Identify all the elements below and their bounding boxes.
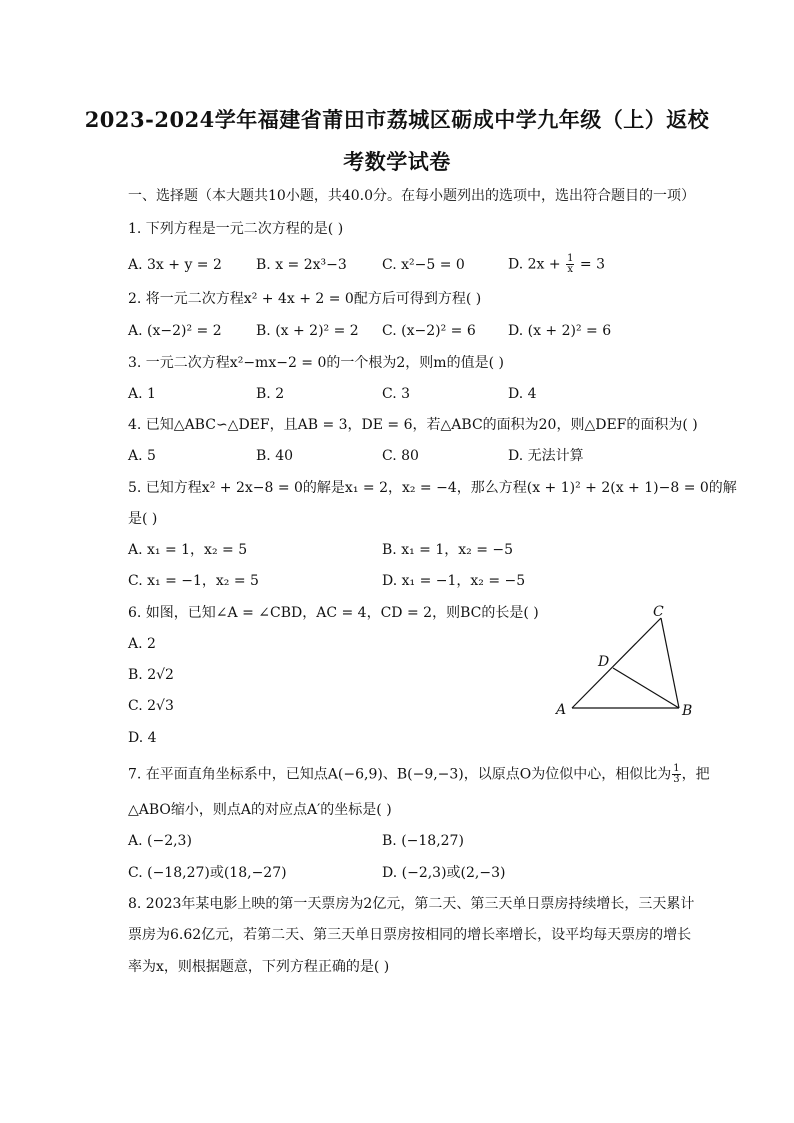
page-title-line1: 2023-2024学年福建省莆田市荔城区砺成中学九年级（上）返校 <box>84 107 710 132</box>
q7-option-a: A. (−2,3) <box>128 833 192 849</box>
label-b: B <box>682 703 693 719</box>
q3-stem: 3. 一元二次方程x²−mx−2 = 0的一个根为2，则m的值是( ) <box>128 355 504 371</box>
q7-stem-suffix: ，把 <box>681 766 710 783</box>
q6-triangle-figure <box>550 600 700 725</box>
q3-option-c: C. 3 <box>382 386 411 402</box>
label-a: A <box>556 702 567 718</box>
q1-option-d-prefix: D. 2x + <box>508 256 561 273</box>
q7-option-c: C. (−18,27)或(18,−27) <box>128 865 287 881</box>
q2-option-a: A. (x−2)² = 2 <box>128 323 222 339</box>
q3-option-b: B. 2 <box>256 386 285 402</box>
q7-stem-line2: △ABO缩小，则点A的对应点A′的坐标是( ) <box>128 802 392 818</box>
q1-option-c: C. x²−5 = 0 <box>382 257 465 273</box>
segment-db <box>613 668 679 708</box>
q7-ratio-fraction <box>672 764 680 785</box>
q2-stem: 2. 将一元二次方程x² + 4x + 2 = 0配方后可得到方程( ) <box>128 291 482 307</box>
q1-option-b: B. x = 2x³−3 <box>256 257 347 273</box>
q4-option-d: D. 无法计算 <box>508 448 584 464</box>
q6-option-a: A. 2 <box>128 636 156 652</box>
q5-option-a: A. x₁ = 1，x₂ = 5 <box>128 542 248 558</box>
q1-option-a: A. 3x + y = 2 <box>128 257 222 273</box>
q5-stem-line2: 是( ) <box>128 511 158 527</box>
q4-stem: 4. 已知△ABC∽△DEF，且AB = 3，DE = 6，若△ABC的面积为20，则△DEF的面积为( ) <box>128 417 698 433</box>
q1-option-d-suffix: = 3 <box>579 256 605 273</box>
q7-stem-line1 <box>128 764 710 785</box>
fraction-numerator: 1 <box>673 763 680 774</box>
segment-ac <box>572 618 661 708</box>
q8-stem-line1: 8. 2023年某电影上映的第一天票房为2亿元，第二天、第三天单日票房持续增长，三天累计 <box>128 896 695 912</box>
q5-option-b: B. x₁ = 1，x₂ = −5 <box>382 542 514 558</box>
q5-option-d: D. x₁ = −1，x₂ = −5 <box>382 573 526 589</box>
q4-option-a: A. 5 <box>128 448 156 464</box>
segment-cb <box>661 618 679 708</box>
q7-option-b: B. (−18,27) <box>382 833 464 849</box>
fraction-denominator: x <box>567 264 574 275</box>
q6-option-d: D. 4 <box>128 730 157 746</box>
q1-stem: 1. 下列方程是一元二次方程的是( ) <box>128 221 344 237</box>
q2-option-b: B. (x + 2)² = 2 <box>256 323 359 339</box>
label-d: D <box>598 654 610 670</box>
q5-stem-line1: 5. 已知方程x² + 2x−8 = 0的解是x₁ = 2，x₂ = −4，那么方程(x + 1)² + 2(x + 1)−8 = 0的解 <box>128 480 737 496</box>
q4-option-b: B. 40 <box>256 448 294 464</box>
q6-option-b: B. 2√2 <box>128 667 174 683</box>
q6-option-c: C. 2√3 <box>128 698 174 714</box>
fraction-denominator: 3 <box>673 774 680 785</box>
q7-stem-prefix: 7. 在平面直角坐标系中，已知点A(−6,9)、B(−9,−3)，以原点O为位似中心，相似比为 <box>128 766 672 783</box>
q2-option-d: D. (x + 2)² = 6 <box>508 323 612 339</box>
q7-option-d: D. (−2,3)或(2,−3) <box>382 865 506 881</box>
q2-option-c: C. (x−2)² = 6 <box>382 323 476 339</box>
label-c: C <box>653 604 664 620</box>
fraction-numerator: 1 <box>567 253 574 264</box>
section-heading: 一、选择题（本大题共10小题，共40.0分。在每小题列出的选项中，选出符合题目的一项） <box>128 188 695 204</box>
q3-option-d: D. 4 <box>508 386 537 402</box>
q8-stem-line2: 票房为6.62亿元，若第二天、第三天单日票房按相同的增长率增长，设平均每天票房的增长 <box>128 927 692 943</box>
q6-stem: 6. 如图，已知∠A = ∠CBD，AC = 4，CD = 2，则BC的长是( ) <box>128 605 539 621</box>
q1-option-d-fraction <box>566 254 574 275</box>
page-title-line2: 考数学试卷 <box>343 149 451 174</box>
q4-option-c: C. 80 <box>382 448 419 464</box>
q8-stem-line3: 率为x，则根据题意，下列方程正确的是( ) <box>128 959 390 975</box>
q5-option-c: C. x₁ = −1，x₂ = 5 <box>128 573 259 589</box>
q3-option-a: A. 1 <box>128 386 156 402</box>
q1-option-d <box>508 254 605 275</box>
